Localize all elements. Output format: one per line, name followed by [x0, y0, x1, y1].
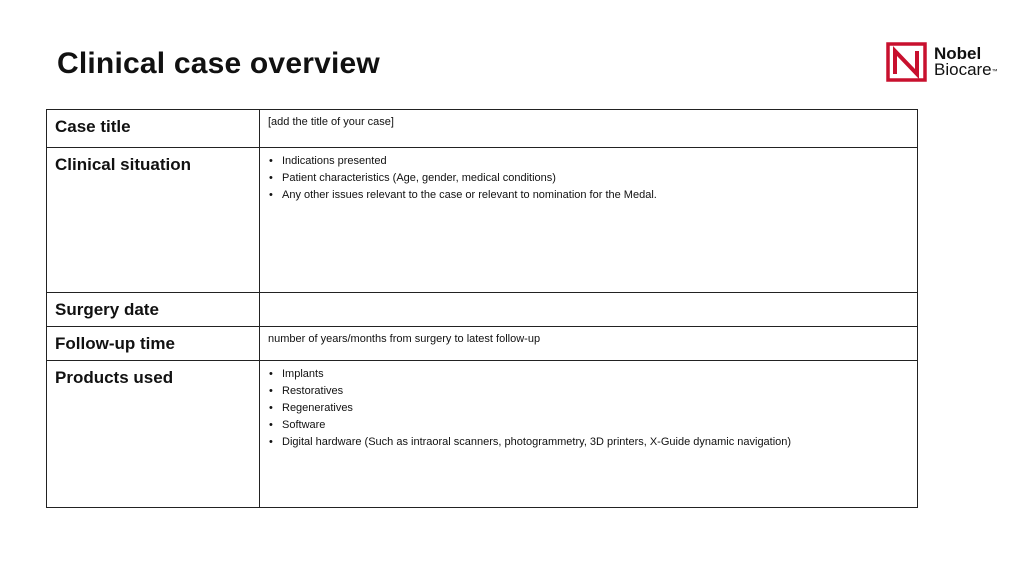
trademark-symbol: ™: [991, 69, 998, 75]
list-item: • Restoratives: [268, 383, 909, 400]
logo-wordmark: [934, 46, 998, 78]
clinical-situation-label: Clinical situation: [47, 148, 260, 293]
table-row-products-used: [47, 361, 918, 508]
case-title-label: Case title: [47, 110, 260, 148]
list-item: • Patient characteristics (Age, gender, medical conditions): [268, 170, 909, 187]
products-used-value[interactable]: [260, 361, 918, 508]
clinical-situation-list: [268, 153, 909, 204]
surgery-date-value[interactable]: [260, 293, 918, 327]
clinical-situation-value[interactable]: [260, 148, 918, 293]
table-row-clinical-situation: [47, 148, 918, 293]
logo-line-2: [934, 62, 998, 78]
table-row-follow-up-time: [47, 327, 918, 361]
list-item: • Implants: [268, 366, 909, 383]
list-item: • Regeneratives: [268, 400, 909, 417]
logo-line-2-text: Biocare: [934, 60, 992, 79]
follow-up-time-label: Follow-up time: [47, 327, 260, 361]
nobel-biocare-logo: [886, 42, 1004, 84]
case-overview-table: [46, 109, 918, 508]
nobel-biocare-n-icon: [886, 42, 927, 82]
products-used-label: Products used: [47, 361, 260, 508]
products-used-list: [268, 366, 909, 451]
page-title: Clinical case overview: [57, 47, 380, 80]
list-item: • Digital hardware (Such as intraoral scanners, photogrammetry, 3D printers, X-Guide dynamic navigation): [268, 434, 909, 451]
follow-up-time-value[interactable]: number of years/months from surgery to latest follow-up: [260, 327, 918, 361]
table-row-case-title: [47, 110, 918, 148]
list-item: • Indications presented: [268, 153, 909, 170]
list-item: • Software: [268, 417, 909, 434]
logo-line-1: Nobel: [934, 44, 982, 63]
surgery-date-label: Surgery date: [47, 293, 260, 327]
table-row-surgery-date: [47, 293, 918, 327]
list-item: • Any other issues relevant to the case or relevant to nomination for the Medal.: [268, 187, 909, 204]
case-title-value[interactable]: [add the title of your case]: [260, 110, 918, 148]
